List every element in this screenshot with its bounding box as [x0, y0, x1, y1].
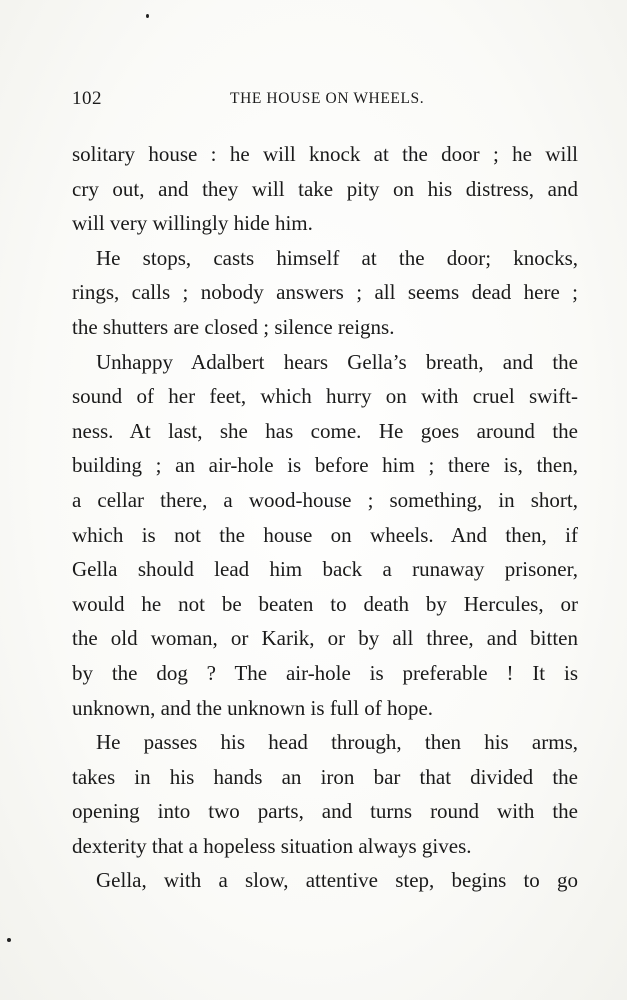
text-line: rings, calls ; nobody answers ; all seems dead here ; [72, 280, 578, 305]
text-line: dexterity that a hopeless situation always gives. [72, 833, 472, 858]
text-line: will very willingly hide him. [72, 211, 313, 236]
text-line: sound of her feet, which hurry on with cruel swift- [72, 384, 578, 409]
text-line: the old woman, or Karik, or by all three, and bitten [72, 626, 578, 651]
text-line: Gella should lead him back a runaway prisoner, [72, 557, 578, 582]
text-line: solitary house : he will knock at the door ; he will [72, 142, 578, 166]
text-line: He stops, casts himself at the door; knocks, [96, 245, 578, 270]
text-line: a cellar there, a wood-house ; something, in short, [72, 487, 578, 512]
running-head [72, 88, 578, 116]
text-line: opening into two parts, and turns round with the [72, 799, 578, 824]
ink-speck [146, 14, 149, 18]
text-line: ness. At last, she has come. He goes around the [72, 418, 578, 443]
text-line: cry out, and they will take pity on his distress, and [72, 176, 578, 201]
text-line: takes in his hands an iron bar that divided the [72, 764, 578, 789]
text-line: would he not be beaten to death by Hercules, or [72, 591, 578, 616]
page-number: 102 [72, 88, 102, 109]
text-line: Unhappy Adalbert hears Gella’s breath, and the [96, 349, 578, 374]
text-line: by the dog ? The air-hole is preferable ! It is [72, 660, 578, 685]
body-text [72, 137, 578, 898]
text-line: the shutters are closed ; silence reigns. [72, 314, 395, 339]
text-line: Gella, with a slow, attentive step, begins to go [96, 868, 578, 893]
text-line: unknown, and the unknown is full of hope. [72, 695, 434, 720]
text-line: which is not the house on wheels. And then, if [72, 522, 578, 547]
text-line: building ; an air-hole is before him ; there is, then, [72, 453, 578, 478]
ink-speck [7, 938, 11, 942]
running-title: THE HOUSE ON WHEELS. [230, 90, 425, 107]
text-line: He passes his head through, then his arms, [96, 730, 578, 755]
